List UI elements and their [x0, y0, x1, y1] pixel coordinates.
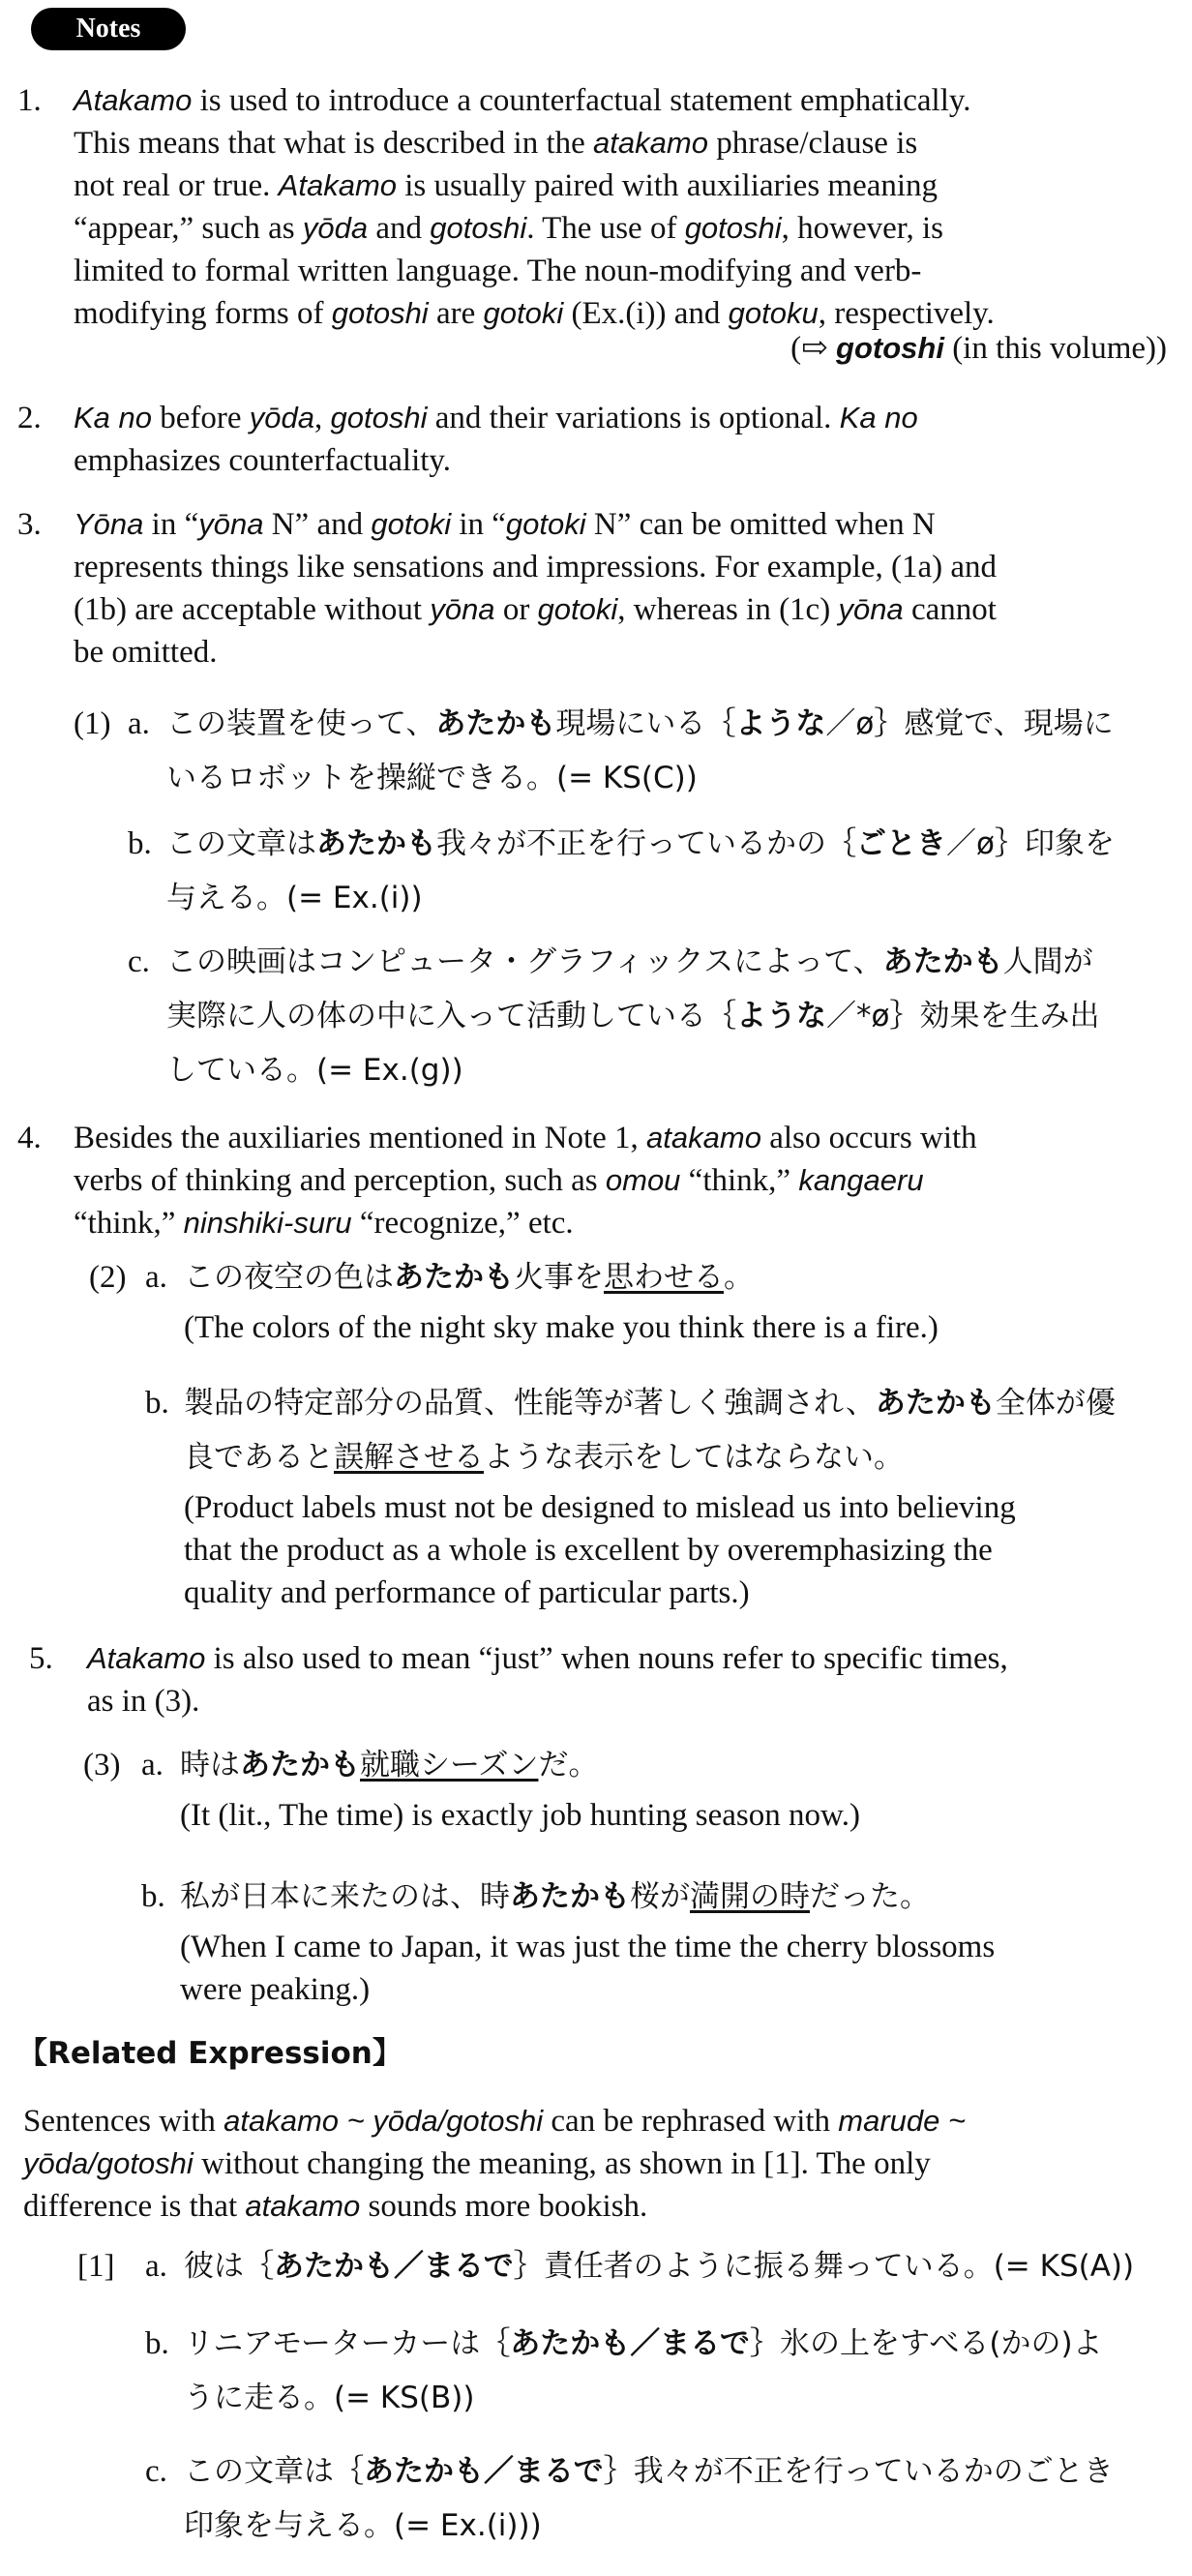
example-1a: この装置を使って、あたかも現場にいる｛ような／ø｝感覚で、現場に いるロボットを操縦できる。(= KS(C)) — [166, 706, 1114, 795]
related-example-a: 彼は｛あたかも／まるで｝責任者のように振る舞っている。(= KS(A)) — [184, 2249, 1135, 2284]
note-1-number: 1. — [17, 83, 42, 118]
example-1b-letter: b. — [128, 826, 152, 861]
example-3-label: (3) — [83, 1748, 121, 1782]
example-3a: 時はあたかも就職シーズンだ。 — [180, 1748, 599, 1782]
example-3b-translation: (When I came to Japan, it was just the time the cherry blossoms were peaking.) — [180, 1930, 996, 2007]
note-3: Yōna in “yōna N” and gotoki in “gotoki N” can be omitted when N represents things like sensations and impressions. For example, (1a) and (1b) are acceptable without yōna or gotoki, whereas in (1c) yōna cannot be omitted. — [74, 507, 998, 670]
related-example-c: この文章は｛あたかも／まるで｝我々が不正を行っているかのごとき 印象を与える。(= Ex.(i))) — [184, 2454, 1114, 2543]
related-expression-heading: 【Related Expression】 — [17, 2036, 402, 2071]
example-3b-letter: b. — [141, 1879, 165, 1914]
note-5-number: 5. — [29, 1641, 53, 1676]
note-1: Atakamo is used to introduce a counterfactual statement emphatically. This means that what is described in the atakamo phrase/clause is not real or true. Atakamo is usually paired with auxiliaries meaning “appear,” such as yōda and gotoshi. The use of gotoshi, however, is limited to formal written language. The noun-modifying and verb- modifying forms of gotoshi are gotoki (Ex.(i)) and gotoku, respectively. — [74, 83, 995, 331]
example-2b: 製品の特定部分の品質、性能等が著しく強調され、あたかも全体が優 良であると誤解させるような表示をしてはならない。 — [184, 1386, 1116, 1475]
example-2a-letter: a. — [145, 1260, 167, 1295]
example-1c: この映画はコンピュータ・グラフィックスによって、あたかも人間が 実際に人の体の中に入って活動している｛ような／*ø｝効果を生み出 している。(= Ex.(g)) — [166, 944, 1100, 1088]
related-example-label: [1] — [77, 2249, 115, 2284]
cross-reference: (⇨ gotoshi (in this volume)) — [790, 331, 1167, 366]
example-2b-letter: b. — [145, 1386, 169, 1421]
related-example-c-letter: c. — [145, 2454, 167, 2489]
example-1b: この文章はあたかも我々が不正を行っているかの｛ごとき／ø｝印象を 与える。(= Ex.(i)) — [166, 826, 1115, 915]
note-5: Atakamo is also used to mean “just” when nouns refer to specific times, as in (3). — [87, 1641, 1008, 1719]
example-1a-letter: a. — [128, 706, 150, 741]
note-2-number: 2. — [17, 401, 42, 435]
example-2a: この夜空の色はあたかも火事を思わせる。 — [184, 1260, 754, 1295]
related-example-b: リニアモーターカーは｛あたかも／まるで｝氷の上をすべる(かの)よ うに走る。(= KS(B)) — [184, 2326, 1103, 2415]
example-3a-letter: a. — [141, 1748, 164, 1782]
example-2b-translation: (Product labels must not be designed to mislead us into believing that the product as a whole is excellent by overemphasizing the quality and performance of particular parts.) — [184, 1490, 1016, 1610]
note-4: Besides the auxiliaries mentioned in Note 1, atakamo also occurs with verbs of thinking and perception, such as omou “think,” kangaeru “think,” ninshiki-suru “recognize,” etc. — [74, 1121, 977, 1241]
note-3-number: 3. — [17, 507, 42, 542]
example-1c-letter: c. — [128, 944, 150, 979]
example-3a-translation: (It (lit., The time) is exactly job hunting season now.) — [180, 1798, 860, 1833]
notes-header: Notes — [31, 8, 186, 50]
example-2a-translation: (The colors of the night sky make you think there is a fire.) — [184, 1310, 939, 1345]
example-2-label: (2) — [89, 1260, 127, 1295]
related-example-b-letter: b. — [145, 2326, 169, 2361]
example-1-label: (1) — [74, 706, 111, 741]
related-expression-text: Sentences with atakamo ~ yōda/gotoshi can be rephrased with marude ~ yōda/gotoshi without changing the meaning, as shown in [1]. The only difference is that atakamo sounds more bookish. — [23, 2104, 967, 2224]
note-4-number: 4. — [17, 1121, 42, 1155]
related-example-a-letter: a. — [145, 2249, 167, 2284]
note-2: Ka no before yōda, gotoshi and their variations is optional. Ka no emphasizes counterfactuality. — [74, 401, 918, 478]
example-3b: 私が日本に来たのは、時あたかも桜が満開の時だった。 — [180, 1879, 930, 1914]
